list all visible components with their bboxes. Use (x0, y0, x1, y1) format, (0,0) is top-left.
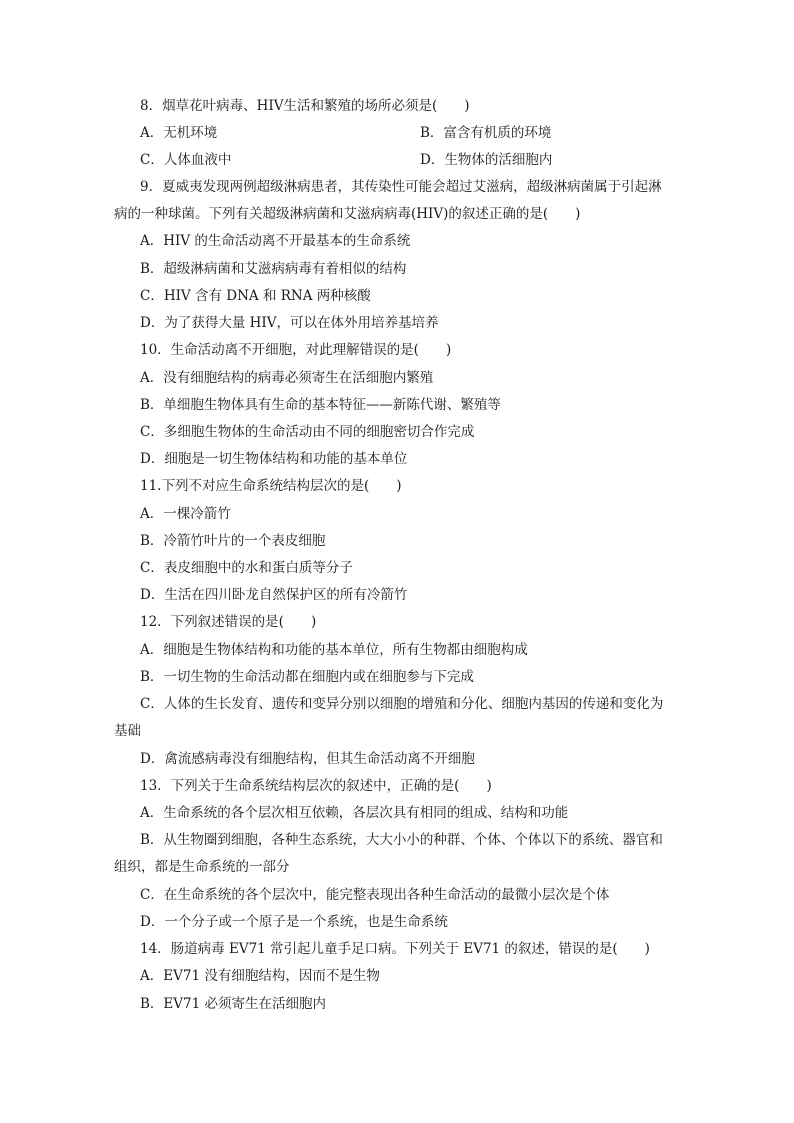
q13-option-c: C．在生命系统的各个层次中，能完整表现出各种生命活动的最微小层次是个体 (140, 887, 610, 903)
q13-option-b-line1: B．从生物圈到细胞，各种生态系统，大大小小的种群、个体、个体以下的系统、器官和 (140, 832, 663, 848)
q13-stem: 13．下列关于生命系统结构层次的叙述中，正确的是( ) (140, 778, 492, 794)
q9-option-d: D．为了获得大量 HIV，可以在体外用培养基培养 (140, 315, 439, 331)
q10-option-c: C．多细胞生物体的生命活动由不同的细胞密切合作完成 (140, 424, 475, 440)
q12-option-b: B．一切生物的生命活动都在细胞内或在细胞参与下完成 (140, 669, 474, 685)
q9-stem-line1: 9．夏威夷发现两例超级淋病患者，其传染性可能会超过艾滋病，超级淋病菌属于引起淋 (140, 179, 662, 195)
q9-option-a: A．HIV 的生命活动离不开最基本的生命系统 (140, 233, 411, 249)
q10-option-a: A．没有细胞结构的病毒必须寄生在活细胞内繁殖 (140, 370, 434, 386)
q12-option-a: A．细胞是生物体结构和功能的基本单位，所有生物都由细胞构成 (140, 642, 528, 658)
q12-option-d: D．禽流感病毒没有细胞结构，但其生命活动离不开细胞 (140, 751, 475, 767)
q9-option-b: B．超级淋病菌和艾滋病病毒有着相似的结构 (140, 261, 407, 277)
q10-option-b: B．单细胞生物体具有生命的基本特征——新陈代谢、繁殖等 (140, 397, 501, 413)
q13-option-d: D．一个分子或一个原子是一个系统，也是生命系统 (140, 914, 448, 930)
q12-option-c-line2: 基础 (114, 723, 141, 739)
q8-stem: 8．烟草花叶病毒、HIV生活和繁殖的场所必须是( ) (140, 98, 470, 114)
q8-option-c: C．人体血液中 (140, 152, 232, 168)
q14-option-b: B．EV71 必须寄生在活细胞内 (140, 996, 326, 1012)
q14-option-a: A．EV71 没有细胞结构，因而不是生物 (140, 968, 380, 984)
q11-option-b: B．冷箭竹叶片的一个表皮细胞 (140, 533, 326, 549)
q9-stem-line2: 病的一种球菌。下列有关超级淋病菌和艾滋病病毒(HIV)的叙述正确的是( ) (114, 206, 581, 222)
q12-option-c-line1: C．人体的生长发育、遗传和变异分别以细胞的增殖和分化、细胞内基因的传递和变化为 (140, 696, 664, 712)
q9-option-c: C．HIV 含有 DNA 和 RNA 两种核酸 (140, 288, 371, 304)
q10-option-d: D．细胞是一切生物体结构和功能的基本单位 (140, 451, 408, 467)
q13-option-b-line2: 组织，都是生命系统的一部分 (114, 859, 290, 875)
q8-option-d: D．生物体的活细胞内 (420, 152, 553, 168)
q11-option-a: A．一棵冷箭竹 (140, 506, 231, 522)
q10-stem: 10．生命活动离不开细胞，对此理解错误的是( ) (140, 342, 452, 358)
q13-option-a: A．生命系统的各个层次相互依赖，各层次具有相同的组成、结构和功能 (140, 805, 569, 821)
q8-option-b: B．富含有机质的环境 (420, 125, 552, 141)
q14-stem: 14．肠道病毒 EV71 常引起儿童手足口病。下列关于 EV71 的叙述，错误的是( ) (140, 941, 650, 957)
q11-stem: 11.下列不对应生命系统结构层次的是( ) (140, 478, 402, 494)
q8-option-a: A．无机环境 (140, 125, 218, 141)
q12-stem: 12．下列叙述错误的是( ) (140, 614, 317, 630)
q11-option-c: C．表皮细胞中的水和蛋白质等分子 (140, 560, 353, 576)
q11-option-d: D．生活在四川卧龙自然保护区的所有冷箭竹 (140, 587, 408, 603)
